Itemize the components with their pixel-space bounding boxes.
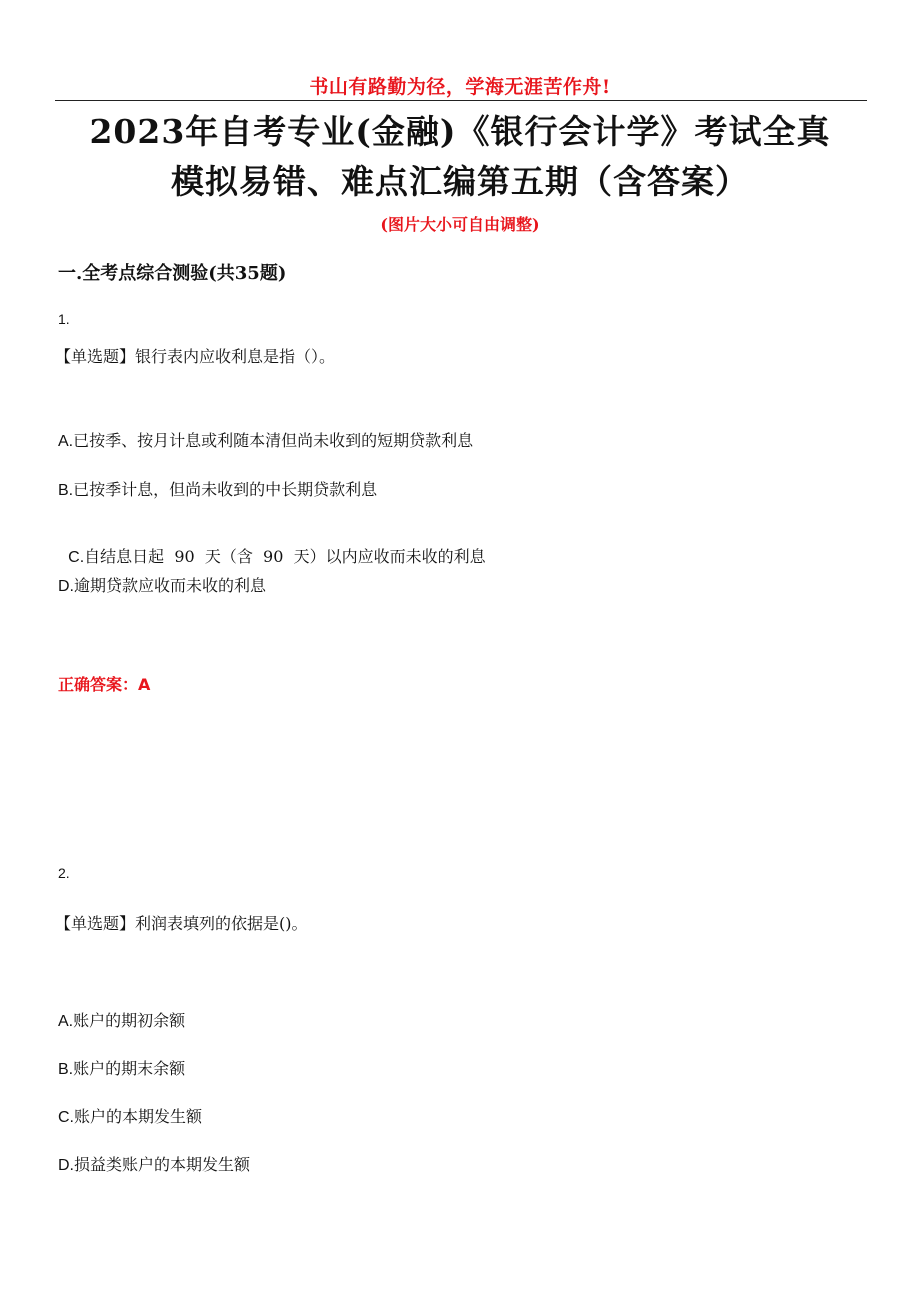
question-1-stem: 【单选题】银行表内应收利息是指（）。 [55, 347, 336, 366]
question-2-option-b [58, 1056, 185, 1079]
option-letter: C. [68, 549, 85, 566]
option-text: 自结息日起 90 天（含 90 天）以内应收而未收的利息 [84, 547, 486, 566]
motto-header: 书山有路勤为径，学海无涯苦作舟! [309, 76, 611, 98]
question-1-option-a [58, 428, 473, 451]
question-2-option-d [58, 1152, 250, 1175]
option-letter: D. [58, 578, 74, 595]
question-1-option-b [58, 477, 377, 500]
question-2-number: 2. [58, 865, 70, 881]
question-2-stem: 【单选题】利润表填列的依据是()。 [55, 914, 308, 933]
option-text: 账户的期末余额 [73, 1059, 186, 1078]
subtitle-note: (图片大小可自由调整) [380, 215, 540, 234]
option-letter: C. [58, 1109, 74, 1126]
question-1-option-d [58, 573, 266, 596]
document-title-line-2: 模拟易错、难点汇编第五期（含答案） [171, 162, 749, 201]
option-text: 账户的本期发生额 [74, 1107, 203, 1126]
option-text: 已按季、按月计息或利随本清但尚未收到的短期贷款利息 [73, 431, 474, 450]
option-letter: A. [58, 1013, 74, 1030]
question-1-answer: 正确答案：A [58, 675, 151, 694]
option-text: 账户的期初余额 [73, 1011, 186, 1030]
option-text: 逾期贷款应收而未收的利息 [74, 576, 267, 595]
option-letter: A. [58, 433, 74, 450]
question-1-option-c [58, 525, 486, 567]
header-divider [55, 100, 867, 101]
question-2-option-c [58, 1104, 202, 1127]
option-letter: D. [58, 1157, 74, 1174]
question-2-option-a [58, 1008, 185, 1031]
document-title-line-1: 2023年自考专业(金融)《银行会计学》考试全真 [89, 112, 831, 151]
option-text: 损益类账户的本期发生额 [74, 1155, 251, 1174]
option-letter: B. [58, 1061, 74, 1078]
option-text: 已按季计息，但尚未收到的中长期贷款利息 [73, 480, 378, 499]
section-heading: 一.全考点综合测验(共35题) [58, 263, 287, 284]
option-letter: B. [58, 482, 74, 499]
question-1-number: 1. [58, 311, 70, 327]
